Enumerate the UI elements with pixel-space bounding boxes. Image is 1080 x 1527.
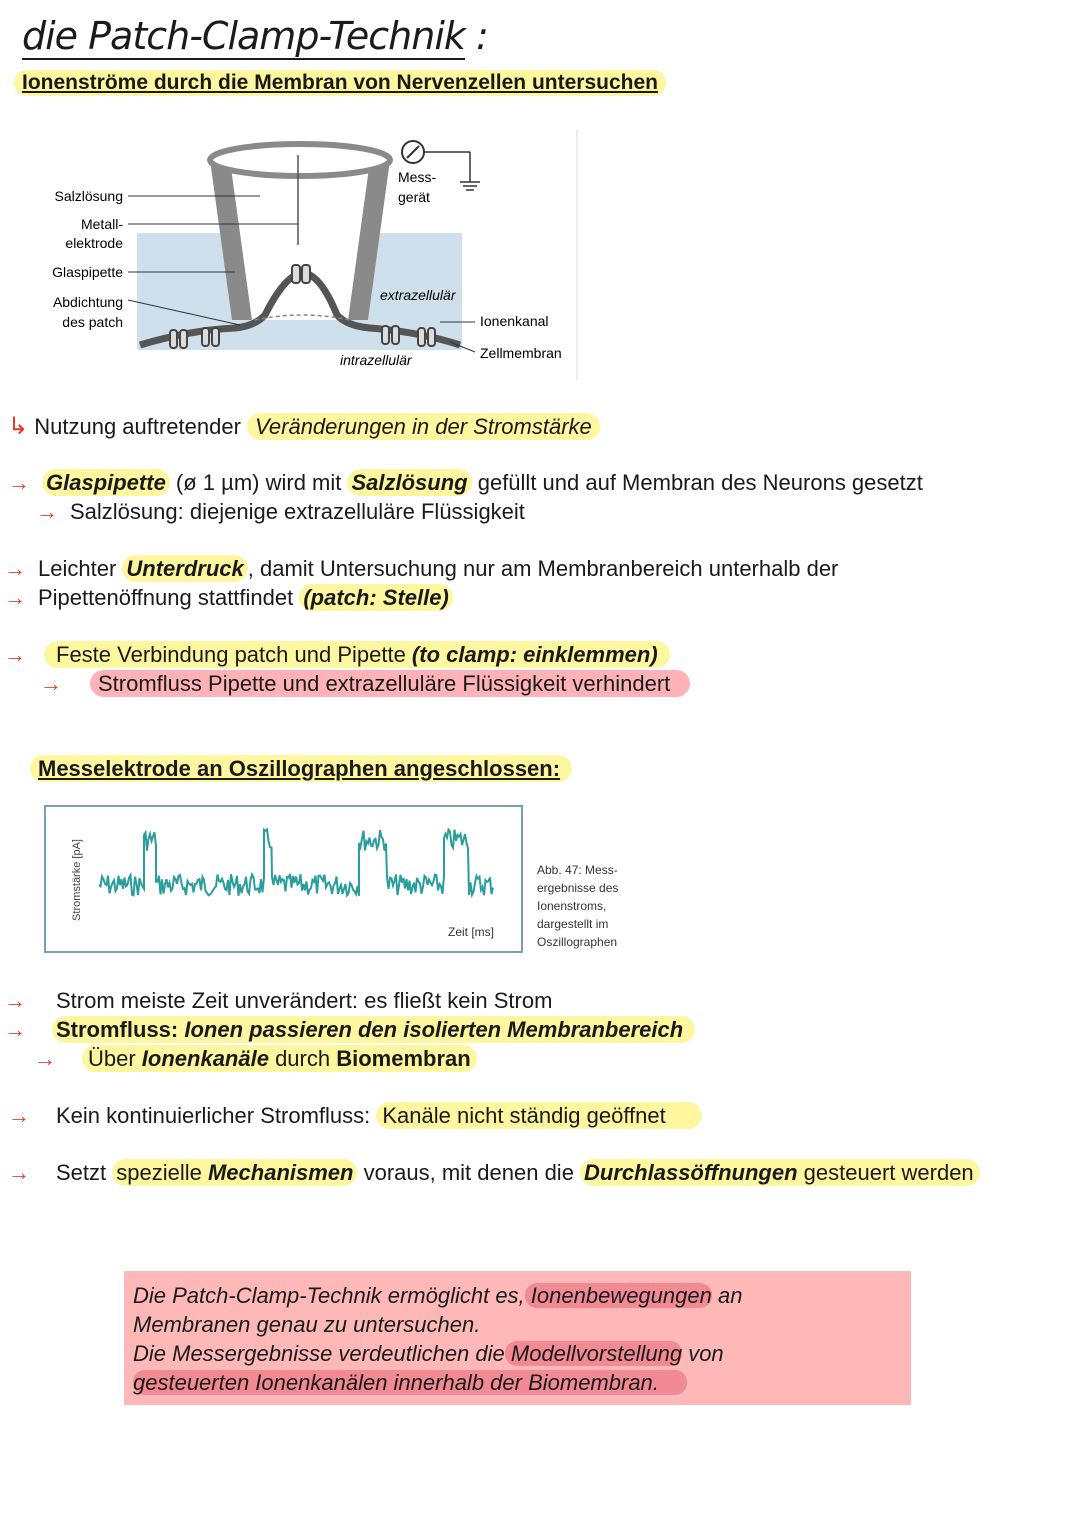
label-extrazellular: extrazellulär (380, 287, 456, 303)
label-abdichtung-1: Abdichtung (52, 294, 123, 310)
summary-box (124, 1271, 911, 1405)
caption-line-4: dargestellt im (537, 917, 609, 931)
label-mess-2: gerät (398, 189, 430, 205)
arrow-icon: → (40, 671, 62, 696)
arrow-icon: → (34, 1046, 56, 1071)
arrow-icon: → (4, 556, 26, 581)
highlight-veraenderungen: Veränderungen in der Stromstärke (247, 413, 600, 440)
caption-line-5: Oszillographen (537, 935, 618, 949)
title-text: die Patch-Clamp-Technik (22, 14, 465, 58)
label-abdichtung-2: des patch (62, 314, 123, 330)
caption-line-1: Abb. 47: Mess- (537, 863, 618, 877)
patch-clamp-diagram (40, 130, 585, 380)
figure-caption (537, 863, 618, 949)
arrow-icon: → (8, 1160, 30, 1185)
caption-line-2: ergebnisse des (537, 881, 619, 895)
pipette-rim (210, 144, 390, 176)
block5-line1: → Strom meiste Zeit unverändert: es fließt kein Strom (4, 988, 553, 1013)
block1-line: ↳ Nutzung auftretender Veränderungen in der Stromstärke (8, 412, 600, 441)
label-glaspipette: Glaspipette (52, 264, 123, 280)
label-zellmembran: Zellmembran (480, 345, 562, 361)
subtitle: Ionenströme durch die Membran von Nervenzellen untersuchen (14, 70, 666, 96)
title-colon: : (476, 14, 488, 58)
block3-line1: → Leichter Unterdruck , damit Untersuchung nur am Membranbereich unterhalb der (4, 556, 839, 581)
label-mess-1: Mess- (398, 169, 437, 185)
pipette-inside (230, 160, 370, 320)
block4-line1: → Feste Verbindung patch und Pipette (to clamp: einklemmen) (4, 642, 670, 668)
block6-line: → Kein kontinuierlicher Stromfluss: Kanäle nicht ständig geöffnet (8, 1103, 702, 1129)
page-title (22, 14, 488, 58)
arrow-icon: → (36, 499, 58, 524)
arrow-icon: → (4, 988, 26, 1013)
y-axis-label: Stromstärke [pA] (71, 839, 83, 921)
block2-line1: → Glaspipette (ø 1 µm) wird mit Salzlösung gefüllt und auf Membran des Neurons gesetzt (8, 470, 923, 495)
label-intrazellular: intrazellulär (340, 352, 412, 368)
block5-line2: → Stromfluss: Ionen passieren den isolierten Membranbereich (4, 1017, 695, 1043)
block5-line3: → Über Ionenkanäle durch Biomembran (34, 1046, 477, 1072)
x-axis-label: Zeit [ms] (447, 925, 494, 939)
summary-line-4: gesteuerten Ionenkanälen innerhalb der Biomembran. (133, 1368, 911, 1397)
block3-line2: → Pipettenöffnung stattfindet (patch: Stelle) (4, 585, 453, 611)
summary-line-1: Die Patch-Clamp-Technik ermöglicht es, Ionenbewegungen an (133, 1283, 743, 1308)
corner-arrow-icon: ↳ (8, 413, 29, 440)
caption-line-3: Ionenstroms, (537, 899, 607, 913)
label-metall-2: elektrode (65, 235, 123, 251)
label-ionenkanal: Ionenkanal (480, 313, 549, 329)
block2-line2: → Salzlösung: diejenige extrazelluläre Flüssigkeit (36, 499, 525, 524)
block7-line: → Setzt spezielle Mechanismen voraus, mit denen die Durchlassöffnungen gesteuert werden (8, 1160, 980, 1186)
label-salzloesung: Salzlösung (54, 188, 123, 204)
arrow-icon: → (4, 585, 26, 610)
arrow-icon: → (8, 470, 30, 495)
oscilloscope-chart (44, 805, 644, 955)
summary-line-3: Die Messergebnisse verdeutlichen die Modellvorstellung von (133, 1341, 724, 1366)
summary-line-2: Membranen genau zu untersuchen. (133, 1312, 481, 1337)
block4-line2: → Stromfluss Pipette und extrazelluläre Flüssigkeit verhindert (40, 671, 690, 697)
label-metall-1: Metall- (80, 216, 123, 232)
section2-title: Messelektrode an Oszillographen angeschlossen: (30, 756, 572, 782)
arrow-icon: → (4, 1017, 26, 1042)
arrow-icon: → (8, 1103, 30, 1128)
arrow-icon: → (4, 642, 26, 667)
